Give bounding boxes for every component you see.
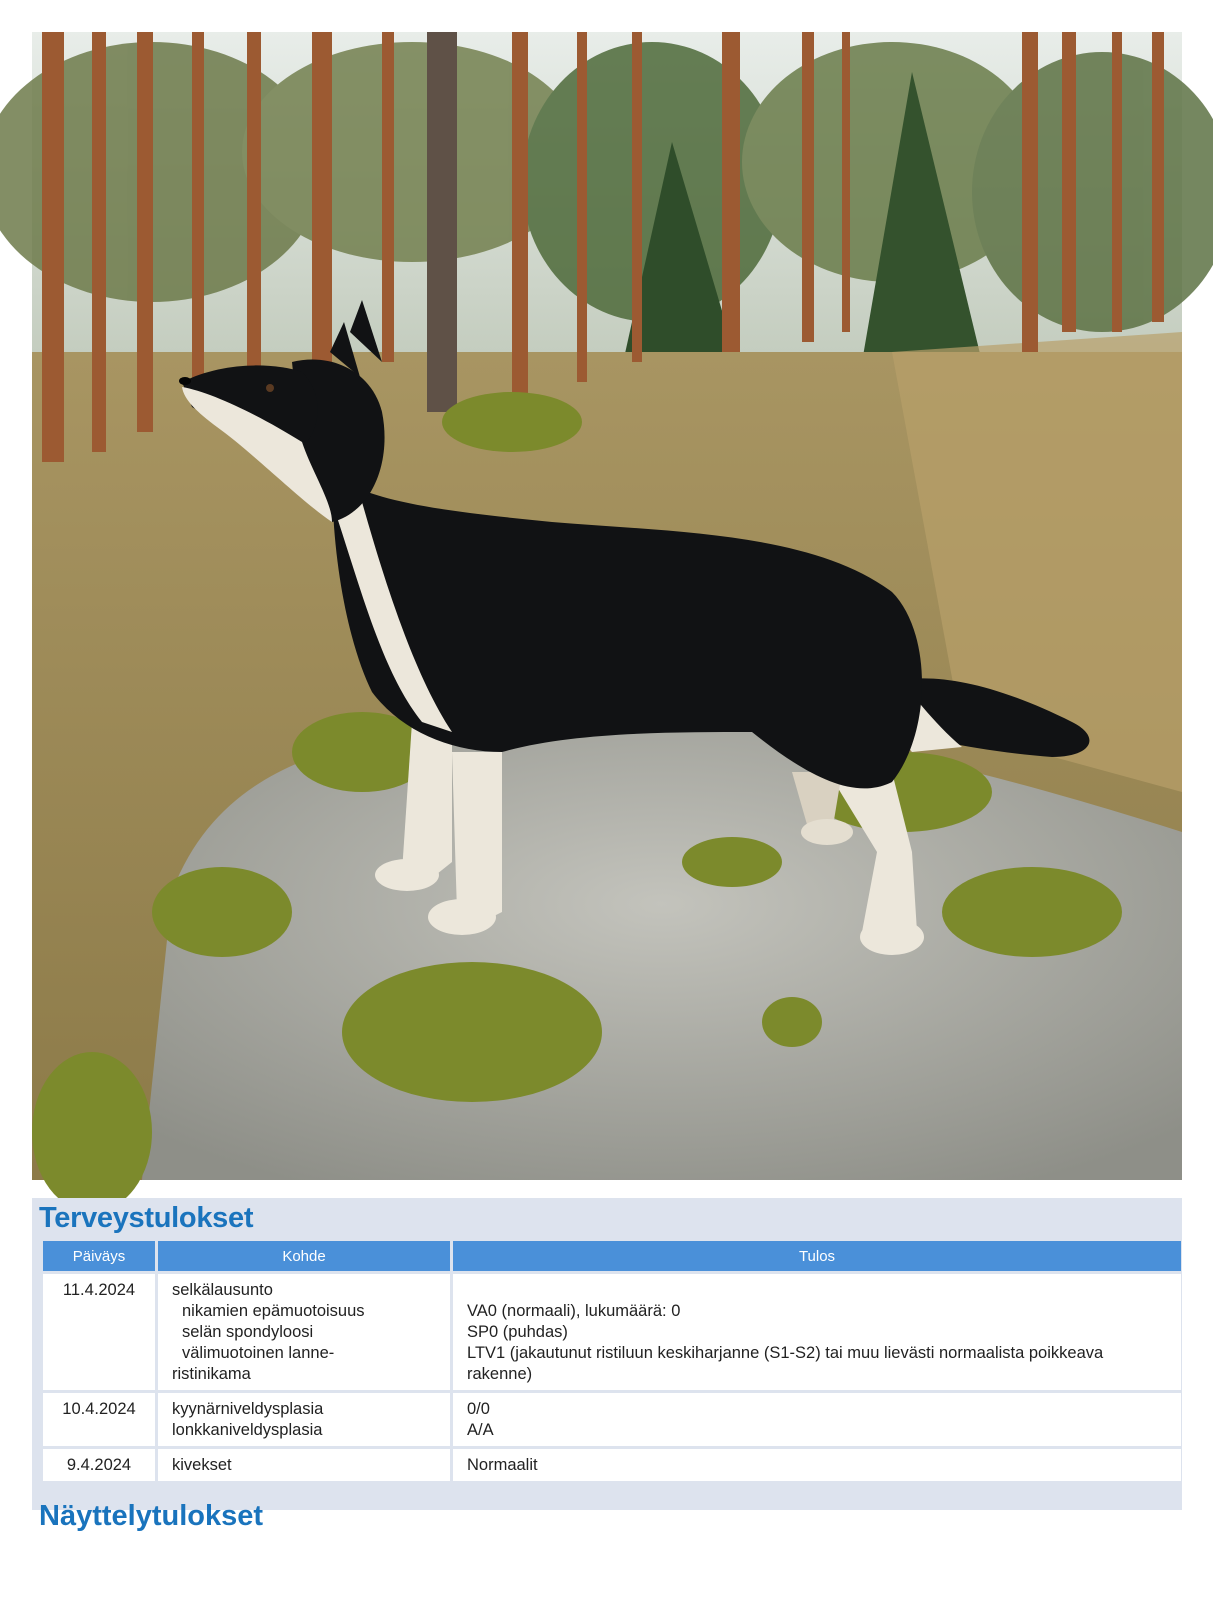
table-row <box>43 1393 1181 1446</box>
result-line: LTV1 (jakautunut ristiluun keskiharjanne (S1-S2) tai muu lievästi normaalista poikkeava rakenne) <box>467 1344 1104 1383</box>
health-results-section <box>32 1198 1182 1532</box>
dog-photo <box>32 32 1182 1180</box>
target-line: kivekset <box>172 1456 232 1474</box>
table-header-row <box>43 1241 1181 1271</box>
target-sub: selän spondyloosi <box>182 1323 314 1341</box>
target-sub: nikamien epämuotoisuus <box>182 1302 365 1320</box>
target-cell <box>158 1449 450 1481</box>
date-cell: 9.4.2024 <box>43 1449 155 1481</box>
target-main: selkälausunto <box>172 1281 273 1299</box>
result-line: 0/0 <box>467 1400 490 1418</box>
next-section-title: Näyttelytulokset <box>39 1500 264 1532</box>
result-line: VA0 (normaali), lukumäärä: 0 <box>467 1302 681 1320</box>
section-title: Terveystulokset <box>39 1202 254 1234</box>
result-line: A/A <box>467 1421 494 1439</box>
target-line: lonkkaniveldysplasia <box>172 1421 323 1439</box>
target-cell <box>158 1274 450 1390</box>
column-header-result: Tulos <box>453 1241 1181 1271</box>
dog-photo-illustration <box>32 32 1182 1180</box>
date-cell: 11.4.2024 <box>43 1274 155 1390</box>
table-row <box>43 1274 1181 1390</box>
result-cell <box>453 1274 1181 1390</box>
target-cell <box>158 1393 450 1446</box>
table-row <box>43 1449 1181 1481</box>
result-cell <box>453 1393 1181 1446</box>
result-cell <box>453 1449 1181 1481</box>
health-results-table <box>40 1238 1184 1484</box>
date-cell: 10.4.2024 <box>43 1393 155 1446</box>
target-sub: välimuotoinen lanne- <box>182 1344 335 1362</box>
result-line: Normaalit <box>467 1456 538 1474</box>
column-header-date: Päiväys <box>43 1241 155 1271</box>
column-header-target: Kohde <box>158 1241 450 1271</box>
result-line: SP0 (puhdas) <box>467 1323 568 1341</box>
target-line: kyynärniveldysplasia <box>172 1400 324 1418</box>
target-sub-continued: ristinikama <box>172 1365 251 1383</box>
